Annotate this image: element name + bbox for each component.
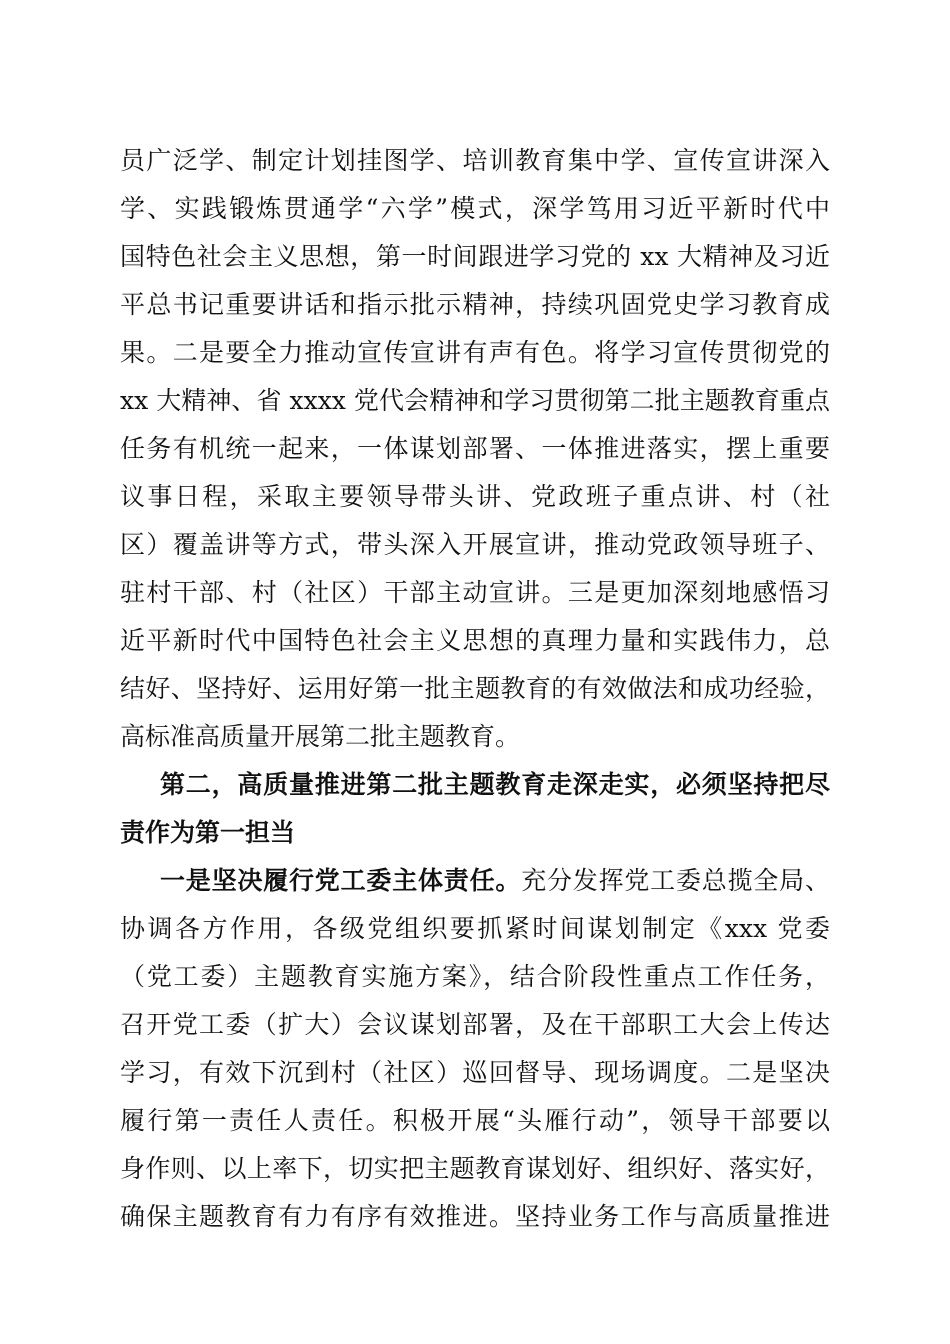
body-text-line: 协调各方作用，各级党组织要抓紧时间谋划制定《xxx 党委	[120, 914, 830, 943]
section-heading-line: 责作为第一担当	[120, 818, 296, 847]
body-text-line: 驻村干部、村（社区）干部主动宣讲。三是更加深刻地感悟习	[120, 578, 830, 607]
body-text-line: 结好、坚持好、运用好第一批主题教育的有效做法和成功经验，	[120, 674, 830, 703]
body-text-line: 学习，有效下沉到村（社区）巡回督导、现场调度。二是坚决	[120, 1058, 830, 1087]
body-text-line: 区）覆盖讲等方式，带头深入开展宣讲，推动党政领导班子、	[120, 530, 830, 559]
body-text-span: 充分发挥党工委总揽全局、	[521, 866, 830, 895]
body-text-line: 平总书记重要讲话和指示批示精神，持续巩固党史学习教育成	[120, 290, 830, 319]
body-text-line: （党工委）主题教育实施方案》，结合阶段性重点工作任务，	[120, 962, 830, 991]
body-text-line: 确保主题教育有力有序有效推进。坚持业务工作与高质量推进	[120, 1202, 830, 1231]
body-text-line: 果。二是要全力推动宣传宣讲有声有色。将学习宣传贯彻党的	[120, 338, 830, 367]
body-text-line: 履行第一责任人责任。积极开展“头雁行动”，领导干部要以	[120, 1106, 830, 1135]
body-text-line: 召开党工委（扩大）会议谋划部署，及在干部职工大会上传达	[120, 1010, 830, 1039]
body-text-line: 任务有机统一起来，一体谋划部署、一体推进落实，摆上重要	[120, 434, 830, 463]
body-text-line: 议事日程，采取主要领导带头讲、党政班子重点讲、村（社	[120, 482, 830, 511]
body-text-line: 高标准高质量开展第二批主题教育。	[120, 722, 521, 751]
section-heading-line: 第二，高质量推进第二批主题教育走深走实，必须坚持把尽	[160, 770, 830, 799]
body-text-line: 国特色社会主义思想，第一时间跟进学习党的 xx 大精神及习近	[120, 242, 830, 271]
body-text-line: 身作则、以上率下，切实把主题教育谋划好、组织好、落实好，	[120, 1154, 830, 1183]
body-text-line: 学、实践锻炼贯通学“六学”模式，深学笃用习近平新时代中	[120, 194, 830, 223]
body-text-line: xx 大精神、省 xxxx 党代会精神和学习贯彻第二批主题教育重点	[120, 386, 830, 415]
lead-bold-text: 一是坚决履行党工委主体责任。	[160, 866, 522, 895]
body-text-line	[160, 857, 830, 905]
body-text-line: 近平新时代中国特色社会主义思想的真理力量和实践伟力，总	[120, 626, 830, 655]
body-text-line: 员广泛学、制定计划挂图学、培训教育集中学、宣传宣讲深入	[120, 146, 830, 175]
